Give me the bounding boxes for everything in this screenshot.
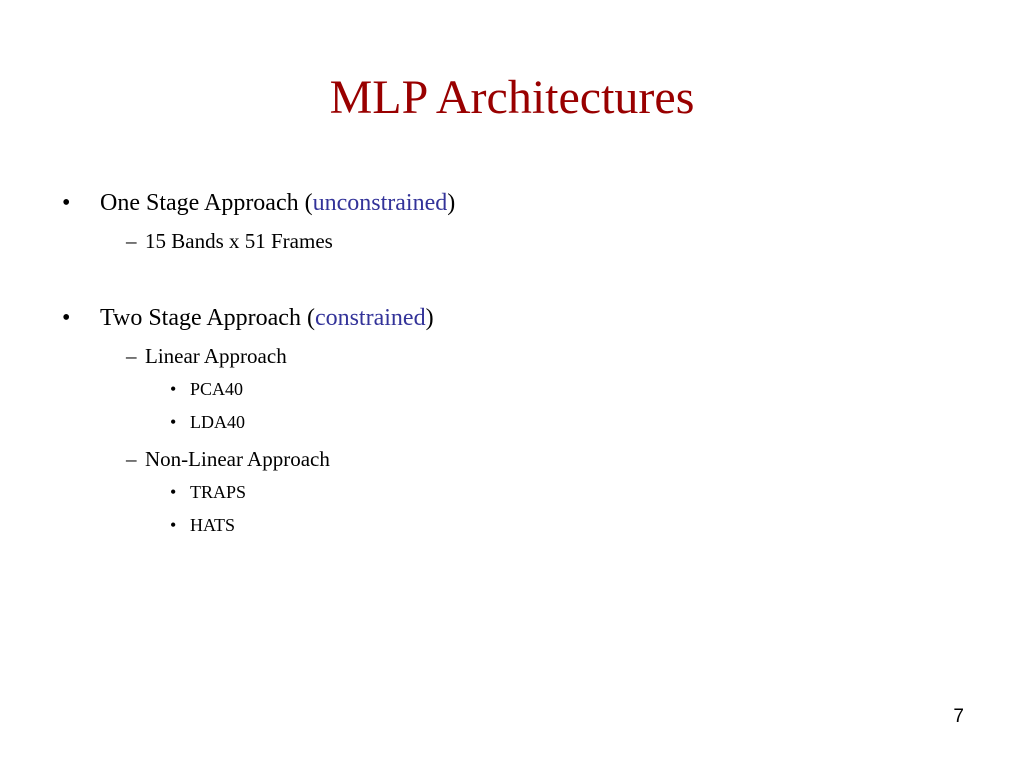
bullet-text <box>100 303 434 333</box>
bullet-icon: • <box>170 412 177 432</box>
sub-sub-item-text: HATS <box>190 515 236 535</box>
slide-title: MLP Architectures <box>329 71 695 124</box>
bullet-suffix: ) <box>425 305 434 331</box>
sub-item-text: Linear Approach <box>145 344 287 368</box>
bullet-icon: • <box>170 515 177 535</box>
sub-sub-item-text: LDA40 <box>190 412 245 432</box>
sub-item-text: 15 Bands x 51 Frames <box>145 229 333 253</box>
dash-icon: – <box>126 229 137 253</box>
bullet-icon: • <box>62 190 71 216</box>
dash-icon: – <box>126 447 137 471</box>
bullet-icon: • <box>170 482 177 502</box>
bullet-accent: constrained <box>314 305 426 331</box>
bullet-suffix: ) <box>447 190 456 216</box>
bullet-label: Two Stage Approach ( <box>100 305 315 331</box>
sub-sub-item-text: PCA40 <box>190 379 244 399</box>
bullet-icon: • <box>170 379 177 399</box>
sub-item-text: Non-Linear Approach <box>145 447 330 471</box>
sub-sub-item-text: TRAPS <box>190 482 247 502</box>
bullet-label: One Stage Approach ( <box>100 190 313 216</box>
bullet-text <box>100 188 455 218</box>
bullet-icon: • <box>62 305 71 331</box>
bullet-accent: unconstrained <box>312 190 448 216</box>
page-number: 7 <box>953 706 964 727</box>
dash-icon: – <box>126 344 137 368</box>
